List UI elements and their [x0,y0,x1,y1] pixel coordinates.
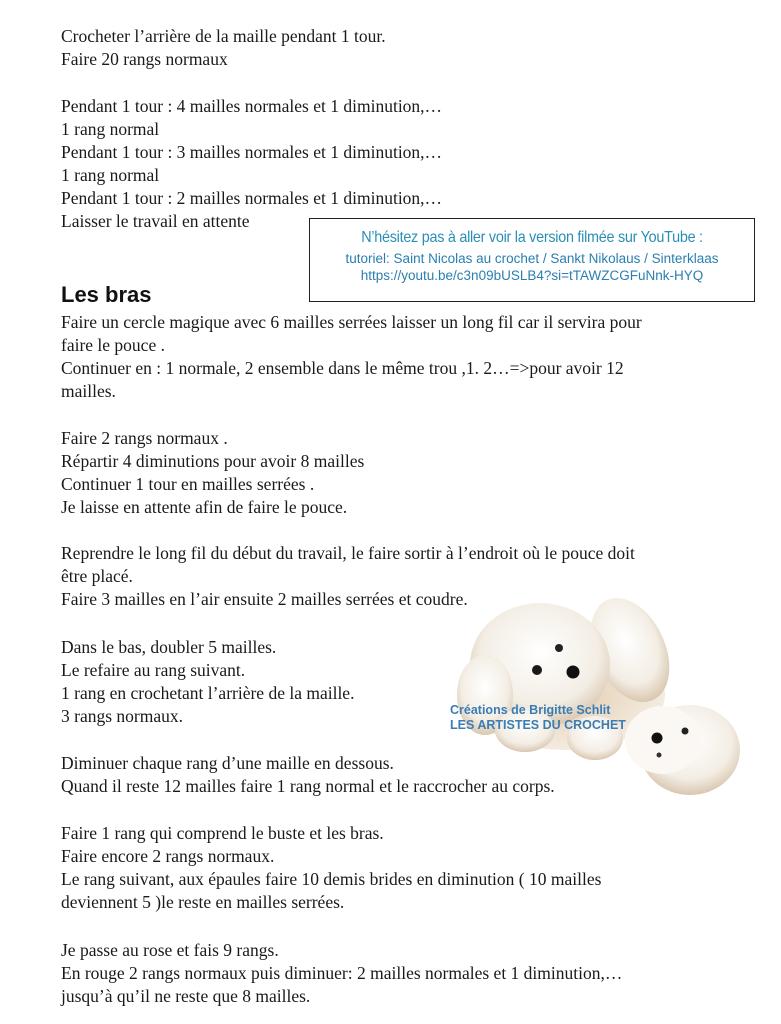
text-line: Quand il reste 12 mailles faire 1 rang normal et le raccrocher au corps. [61,776,555,796]
text-line: Le rang suivant, aux épaules faire 10 demis brides en diminution ( 10 mailles [61,869,602,889]
text-line: être placé. [61,566,133,586]
text-line: Diminuer chaque rang d’une maille en dessous. [61,753,394,773]
text-line: Je passe au rose et fais 9 rangs. [61,940,279,960]
big-dog-nose [567,666,580,679]
small-dog-nose [652,733,663,744]
text-line: Répartir 4 diminutions pour avoir 8 mailles [61,451,365,471]
small-dog-eye [682,728,689,735]
youtube-link[interactable]: https://youtu.be/c3n09bUSLB4?si=tTAWZCGFuNnk-HYQ [360,268,704,283]
text-line: Pendant 1 tour : 4 mailles normales et 1 diminution,… [61,96,443,116]
big-dog-eye [555,644,563,652]
section-heading: Les bras [61,282,152,307]
text-line: En rouge 2 rangs normaux puis diminuer: 2 mailles normales et 1 diminution,… [61,963,623,983]
text-line: Pendant 1 tour : 2 mailles normales et 1 diminution,… [61,188,443,208]
text-line: Laisser le travail en attente [61,211,250,231]
youtube-box-title: N’hésitez pas à aller voir la version filmée sur YouTube : [361,229,703,246]
text-line: 1 rang en crochetant l’arrière de la maille. [61,683,355,703]
text-line: deviennent 5 )le reste en mailles serrées. [61,892,345,912]
small-dog-head [625,706,701,774]
text-line: 1 rang normal [61,165,160,185]
text-line: Le refaire au rang suivant. [61,660,246,680]
text-line: 3 rangs normaux. [61,706,183,726]
watermark-line-1: Créations de Brigitte Schlit [450,703,611,717]
text-line: mailles. [61,381,116,401]
small-dog-mouth [657,753,662,758]
text-line: faire le pouce . [61,335,165,355]
text-line: Dans le bas, doubler 5 mailles. [61,637,277,657]
text-line: Faire un cercle magique avec 6 mailles serrées laisser un long fil car il servira pour [61,312,642,332]
youtube-box-subtitle: tutoriel: Saint Nicolas au crochet / Sankt Nikolaus / Sinterklaas [345,251,719,266]
watermark-line-2: LES ARTISTES DU CROCHET [450,718,626,732]
text-line: Reprendre le long fil du début du travail, le faire sortir à l’endroit où le pouce doit [61,543,635,563]
text-line: Faire 3 mailles en l’air ensuite 2 mailles serrées et coudre. [61,589,468,609]
text-line: Continuer en : 1 normale, 2 ensemble dans le même trou ,1. 2…=>pour avoir 12 [61,358,624,378]
text-line: Faire 2 rangs normaux . [61,428,228,448]
text-line: Crocheter l’arrière de la maille pendant 1 tour. [61,26,386,46]
big-dog-eye [532,665,542,675]
text-line: Faire 1 rang qui comprend le buste et les bras. [61,823,384,843]
text-line: jusqu’à qu’il ne reste que 8 mailles. [61,986,311,1006]
watermark [450,703,626,733]
text-line: Faire 20 rangs normaux [61,49,228,69]
text-line: Je laisse en attente afin de faire le pouce. [61,497,348,517]
text-line: Continuer 1 tour en mailles serrées . [61,474,315,494]
text-line: 1 rang normal [61,119,160,139]
youtube-info-box [309,218,755,302]
text-line: Faire encore 2 rangs normaux. [61,846,275,866]
text-line: Pendant 1 tour : 3 mailles normales et 1 diminution,… [61,142,443,162]
